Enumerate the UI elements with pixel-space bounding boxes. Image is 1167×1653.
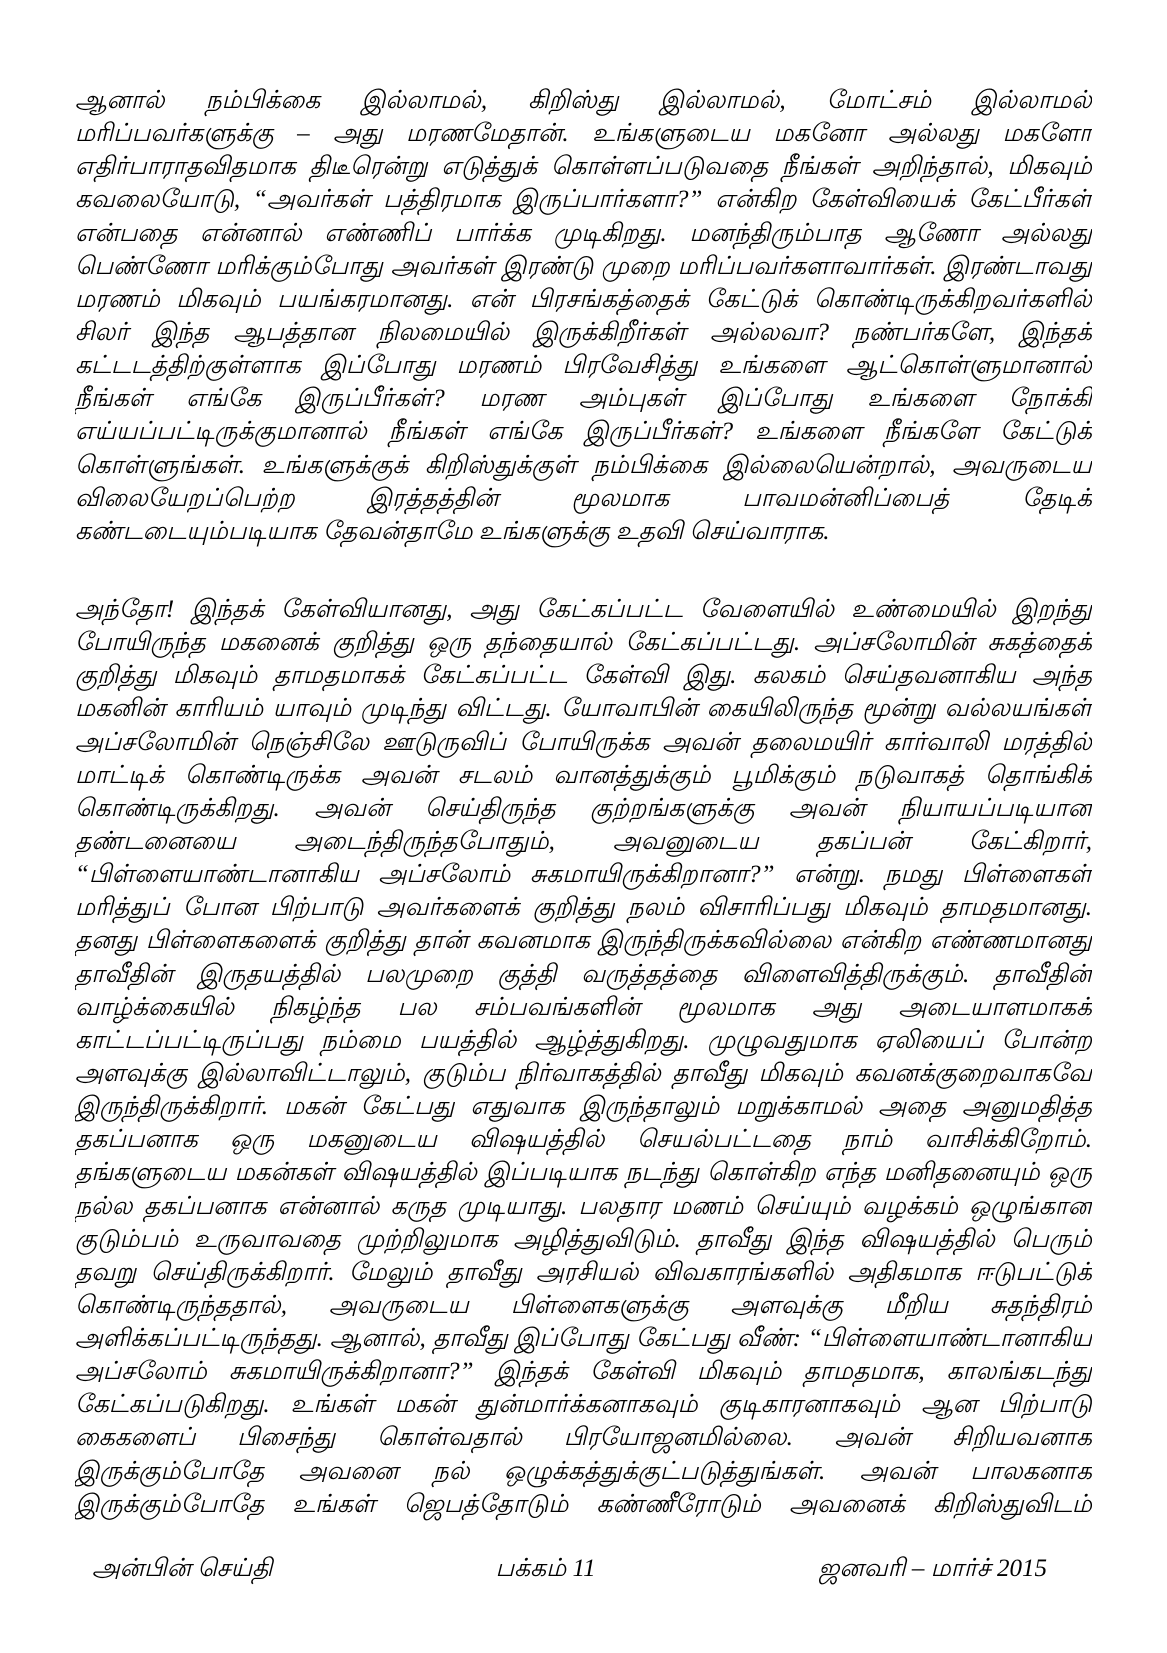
text-line: தவறு செய்திருக்கிறார். மேலும் தாவீது அரசியல் விவகாரங்களில் அதிகமாக ஈடுபட்டுக் <box>75 1258 1092 1286</box>
text-line: “பிள்ளையாண்டானாகிய அப்சலோம் சுகமாயிருக்கிறானா?” என்று. நமது பிள்ளைகள் <box>75 861 1092 889</box>
text-line: விலையேறப்பெற்ற இரத்தத்தின் மூலமாக பாவமன்னிப்பைத் தேடிக் <box>75 484 1092 512</box>
text-line: நீங்கள் எங்கே இருப்பீர்கள்? மரண அம்புகள் இப்போது உங்களை நோக்கி <box>75 385 1092 413</box>
text-line: கண்டடையும்படியாக தேவன்தாமே உங்களுக்கு உதவி செய்வாராக. <box>75 517 830 545</box>
text-line: கவலையோடு, “அவர்கள் பத்திரமாக இருப்பார்களா?” என்கிற கேள்வியைக் கேட்பீர்கள் <box>75 186 1092 214</box>
text-line: குறித்து மிகவும் தாமதமாகக் கேட்கப்பட்ட கேள்வி இது. கலகம் செய்தவனாகிய அந்த <box>75 662 1092 690</box>
text-line: கட்டடத்திற்குள்ளாக இப்போது மரணம் பிரவேசித்து உங்களை ஆட்கொள்ளுமானால் <box>75 352 1092 380</box>
text-line: அளிக்கப்பட்டிருந்தது. ஆனால், தாவீது இப்போது கேட்பது வீண்: “பிள்ளையாண்டானாகிய <box>75 1325 1092 1353</box>
text-line: கொள்ளுங்கள். உங்களுக்குக் கிறிஸ்துக்குள் நம்பிக்கை இல்லையென்றால், அவருடைய <box>75 451 1092 479</box>
page-footer <box>0 1552 1167 1585</box>
text-line: குடும்பம் உருவாவதை முற்றிலுமாக அழித்துவிடும். தாவீது இந்த விஷயத்தில் பெரும் <box>75 1225 1092 1253</box>
text-line: கேட்கப்படுகிறது. உங்கள் மகன் துன்மார்க்கனாகவும் குடிகாரனாகவும் ஆன பிற்பாடு <box>75 1391 1092 1419</box>
paragraph-1 <box>75 84 1092 548</box>
footer-publication-title: அன்பின் செய்தி <box>92 1555 273 1582</box>
text-line: என்பதை என்னால் எண்ணிப் பார்க்க முடிகிறது. மனந்திரும்பாத ஆணோ அல்லது <box>75 219 1092 247</box>
text-line: அப்சலோமின் நெஞ்சிலே ஊடுருவிப் போயிருக்க அவன் தலைமயிர் கார்வாலி மரத்தில் <box>75 728 1092 756</box>
footer-page-number: பக்கம் 11 <box>495 1555 596 1582</box>
text-line: இருக்கும்போதே அவனை நல் ஒழுக்கத்துக்குட்படுத்துங்கள். அவன் பாலகனாக <box>75 1457 1092 1485</box>
paragraph-2 <box>75 593 1092 1521</box>
text-line: போயிருந்த மகனைக் குறித்து ஒரு தந்தையால் கேட்கப்பட்டது. அப்சலோமின் சுகத்தைக் <box>75 629 1092 657</box>
text-line: நல்ல தகப்பனாக என்னால் கருத முடியாது. பலதார மணம் செய்யும் வழக்கம் ஒழுங்கான <box>75 1192 1092 1220</box>
text-line: மகனின் காரியம் யாவும் முடிந்து விட்டது. யோவாபின் கையிலிருந்த மூன்று வல்லயங்கள் <box>75 695 1092 723</box>
text-line: பெண்ணோ மரிக்கும்போது அவர்கள் இரண்டு முறை மரிப்பவர்களாவார்கள். இரண்டாவது <box>75 252 1092 280</box>
text-line: காட்டப்பட்டிருப்பது நம்மை பயத்தில் ஆழ்த்துகிறது. முழுவதுமாக ஏலியைப் போன்ற <box>75 1026 1092 1054</box>
text-line: எய்யப்பட்டிருக்குமானால் நீங்கள் எங்கே இருப்பீர்கள்? உங்களை நீங்களே கேட்டுக் <box>75 418 1092 446</box>
footer-issue-date: ஜனவரி – மார்ச் 2015 <box>818 1555 1047 1582</box>
article-body <box>75 84 1092 1521</box>
text-line: அந்தோ! இந்தக் கேள்வியானது, அது கேட்கப்பட்ட வேளையில் உண்மையில் இறந்து <box>75 595 1092 623</box>
text-line: இருக்கும்போதே உங்கள் ஜெபத்தோடும் கண்ணீரோடும் அவனைக் கிறிஸ்துவிடம் <box>75 1490 1092 1518</box>
text-line: தனது பிள்ளைகளைக் குறித்து தான் கவனமாக இருந்திருக்கவில்லை என்கிற எண்ணமானது <box>75 927 1092 955</box>
text-line: அப்சலோம் சுகமாயிருக்கிறானா?” இந்தக் கேள்வி மிகவும் தாமதமாக, காலங்கடந்து <box>75 1358 1092 1386</box>
text-line: மரணம் மிகவும் பயங்கரமானது. என் பிரசங்கத்தைக் கேட்டுக் கொண்டிருக்கிறவர்களில் <box>75 285 1092 313</box>
text-line: தங்களுடைய மகன்கள் விஷயத்தில் இப்படியாக நடந்து கொள்கிற எந்த மனிதனையும் ஒரு <box>75 1159 1092 1187</box>
text-line: கொண்டிருக்கிறது. அவன் செய்திருந்த குற்றங்களுக்கு அவன் நியாயப்படியான <box>75 794 1092 822</box>
text-line: சிலர் இந்த ஆபத்தான நிலமையில் இருக்கிறீர்கள் அல்லவா? நண்பர்களே, இந்தக் <box>75 318 1092 346</box>
text-line: தண்டனையை அடைந்திருந்தபோதும், அவனுடைய தகப்பன் கேட்கிறார், <box>75 827 1092 855</box>
text-line: கைகளைப் பிசைந்து கொள்வதால் பிரயோஜனமில்லை. அவன் சிறியவனாக <box>75 1424 1092 1452</box>
text-line: கொண்டிருந்ததால், அவருடைய பிள்ளைகளுக்கு அளவுக்கு மீறிய சுதந்திரம் <box>75 1291 1092 1319</box>
text-line: தாவீதின் இருதயத்தில் பலமுறை குத்தி வருத்தத்தை விளைவித்திருக்கும். தாவீதின் <box>75 960 1092 988</box>
text-line: எதிர்பாராதவிதமாக திடீரென்று எடுத்துக் கொள்ளப்படுவதை நீங்கள் அறிந்தால், மிகவும் <box>75 153 1092 181</box>
text-line: ஆனால் நம்பிக்கை இல்லாமல், கிறிஸ்து இல்லாமல், மோட்சம் இல்லாமல் <box>75 87 1092 114</box>
text-line: அளவுக்கு இல்லாவிட்டாலும், குடும்ப நிர்வாகத்தில் தாவீது மிகவும் கவனக்குறைவாகவே <box>75 1059 1092 1087</box>
text-line: மாட்டிக் கொண்டிருக்க அவன் சடலம் வானத்துக்கும் பூமிக்கும் நடுவாகத் தொங்கிக் <box>75 761 1092 789</box>
text-line: இருந்திருக்கிறார். மகன் கேட்பது எதுவாக இருந்தாலும் மறுக்காமல் அதை அனுமதித்த <box>75 1093 1092 1121</box>
text-line: மரிப்பவர்களுக்கு – அது மரணமேதான். உங்களுடைய மகனோ அல்லது மகளோ <box>75 120 1092 148</box>
text-line: வாழ்க்கையில் நிகழ்ந்த பல சம்பவங்களின் மூலமாக அது அடையாளமாகக் <box>75 993 1092 1021</box>
text-line: மரித்துப் போன பிற்பாடு அவர்களைக் குறித்து நலம் விசாரிப்பது மிகவும் தாமதமானது. <box>75 894 1092 922</box>
text-line: தகப்பனாக ஒரு மகனுடைய விஷயத்தில் செயல்பட்டதை நாம் வாசிக்கிறோம். <box>75 1126 1092 1154</box>
